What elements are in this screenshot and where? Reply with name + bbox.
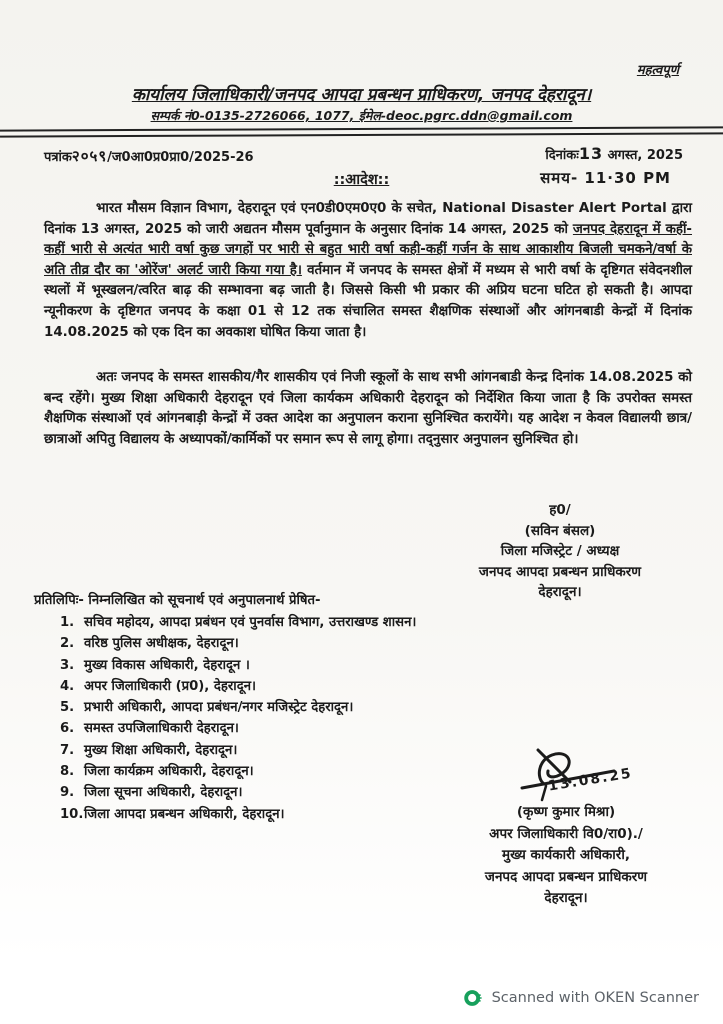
list-item xyxy=(34,633,474,654)
sig1-designation: जिला मजिस्ट्रेट / अध्यक्ष xyxy=(500,543,620,559)
copy-distribution-list xyxy=(34,590,474,825)
para2-text: अतः जनपद के समस्त शासकीय/गैर शासकीय एवं निजी स्कूलों के साथ सभी आंगनबाडी केन्द्र दिनांक 14.08.2025 को बन्द रहेंगे। मुख्य शिक्षा अधिकारी देहरादून एवं जिला कार्यकम अधिकारी देहरादून को निर्देशित किया जाता है कि उपरोक्त समस्त शैक्षणिक संस्थाओं एवं आंगनबाड़ी केन्द्रों में उक्त आदेश का अनुपालन कराना सुनिश्चित करायेंगे। यह आदेश न केवल विद्यालयी छात्र/छात्राओं अपितु विद्यालय के अध्यापकों/कार्मिकों पर समान रूप से लागू होगा। तद्नुसार अनुपालन सुनिश्चित हो। xyxy=(44,370,692,447)
letter-number-rest: /ज0आ0प्र0प्रा0/2025-26 xyxy=(107,150,254,165)
scanner-watermark xyxy=(457,984,705,1012)
letterhead-contact xyxy=(0,107,723,124)
sig1-place: देहरादून। xyxy=(538,584,582,600)
sig1-signed-mark: ह0/ xyxy=(549,502,571,518)
important-label: महत्वपूर्ण xyxy=(636,63,679,78)
letterhead-title xyxy=(0,82,723,105)
date-handwritten: 13 xyxy=(578,144,604,163)
oken-scanner-logo-icon xyxy=(463,988,483,1008)
order-paragraph-1 xyxy=(44,199,692,343)
sig2-place: देहरादून। xyxy=(544,890,588,906)
list-item xyxy=(34,740,474,761)
letter-number xyxy=(44,146,254,166)
handwritten-signature xyxy=(430,744,702,802)
para1-pre: भारत मौसम विज्ञान विभाग, देहरादून एवं एन0डी0एम0ए0 के सचेत, National Disaster Alert Portal द्वारा दिनांक 13 अगस्त, 2025 को जारी अद्यतन मौसम पूर्वानुमान के अनुसार दिनांक 14 अगस्त, 2025 को xyxy=(44,201,692,237)
letter-number-handwritten: २०५९ xyxy=(71,147,108,165)
sig2-authority: जनपद आपदा प्रबन्धन प्राधिकरण xyxy=(484,868,648,885)
time-handwritten: समय- 11·30 PM xyxy=(540,169,671,187)
list-item-number: 1. xyxy=(60,615,75,630)
list-item xyxy=(34,655,474,676)
list-item-number: 4. xyxy=(60,678,75,694)
list-item xyxy=(34,612,474,633)
sig2-designation-1: अपर जिलाधिकारी वि0/रा0)./ xyxy=(489,825,643,842)
para1-underlined: जनपद देहरादून में कहीं-कहीं भारी से अत्यंत भारी वर्षा कुछ जगहों पर भारी से बहुत भारी वर्षा कही-कहीं गर्जन के साथ आकाशीय बिजली चमकने/वर्षा के अति तीव्र दौर का 'ओरेंज' अलर्ट जारी किया गया है। xyxy=(44,221,692,278)
list-item xyxy=(34,804,474,825)
list-item-text: अपर जिलाधिकारी (प्र0), देहरादून। xyxy=(84,678,257,694)
list-item-text: मुख्य शिक्षा अधिकारी, देहरादून। xyxy=(84,742,238,758)
list-item xyxy=(34,676,474,697)
sig2-designation-2: मुख्य कार्यकारी अधिकारी, xyxy=(502,847,630,863)
double-rule-divider xyxy=(0,126,723,137)
list-item-number: 6. xyxy=(60,721,75,737)
list-item-number: 5. xyxy=(60,700,75,716)
list-item-number: 2. xyxy=(60,636,75,652)
list-item-text: वरिष्ठ पुलिस अधीक्षक, देहरादून। xyxy=(84,636,239,652)
letterhead-title-text: कार्यालय जिलाधिकारी/जनपद आपदा प्रबन्धन प्राधिकरण, जनपद देहरादून। xyxy=(131,85,592,105)
order-heading: ::आदेश:: xyxy=(333,172,390,188)
scanner-watermark-text: Scanned with OKEN Scanner xyxy=(491,990,699,1006)
sig2-name: (कृष्ण कुमार मिश्रा) xyxy=(516,804,616,820)
signature-block-dm xyxy=(420,500,700,603)
date-line xyxy=(545,144,683,163)
list-item-text: मुख्य विकास अधिकारी, देहरादून । xyxy=(84,657,250,673)
list-item xyxy=(34,718,474,739)
date-label: दिनांकः xyxy=(545,148,579,163)
sig1-name: (सविन बंसल) xyxy=(524,522,596,539)
list-item-text: प्रभारी अधिकारी, आपदा प्रबंधन/नगर मजिस्ट्रेट देहरादून। xyxy=(84,700,354,716)
list-item xyxy=(34,697,474,718)
sig1-authority: जनपद आपदा प्रबन्धन प्राधिकरण xyxy=(478,563,642,580)
list-item-text: जिला कार्यक्रम अधिकारी, देहरादून। xyxy=(84,764,254,780)
list-item-text: सचिव महोदय, आपदा प्रबंधन एवं पुनर्वास विभाग, उत्तराखण्ड शासन। xyxy=(84,615,417,630)
list-item-number: 3. xyxy=(60,657,75,673)
list-item xyxy=(34,761,474,782)
signature-block-adm xyxy=(430,744,702,910)
list-item xyxy=(34,782,474,803)
order-paragraph-2 xyxy=(44,368,692,450)
list-item-text: समस्त उपजिलाधिकारी देहरादून। xyxy=(84,721,239,737)
copy-list-heading: प्रतिलिपिः- निम्नलिखित को सूचनार्थ एवं अनुपालनार्थ प्रेषित- xyxy=(34,593,321,608)
list-item-number: 9. xyxy=(60,785,75,801)
list-item-text: जिला सूचना अधिकारी, देहरादून। xyxy=(84,785,243,801)
list-item-number: 8. xyxy=(60,764,75,780)
letter-number-label: पत्रांक xyxy=(44,150,72,165)
date-rest: अगस्त, 2025 xyxy=(603,148,683,163)
para1-post: वर्तमान में जनपद के समस्त क्षेत्रों में मध्यम से भारी वर्षा के दृष्टिगत संवेदनशील स्थलों में भूस्खलन/त्वरित बाढ़ की सम्भावना बढ़ जाती है। जिससे किसी भी प्रकार की अप्रिय घटना घटित हो सकती है। आपदा न्यूनीकरण के दृष्टिगत जनपद के कक्षा 01 से 12 तक संचालित समस्त शैक्षणिक संस्थाओं और आंगनबाडी केन्द्रों में दिनांक 14.08.2025 को एक दिन का अवकाश घोषित किया जाता है। xyxy=(44,262,692,340)
signature-date-handwritten: 13.08.25 xyxy=(547,765,634,795)
list-item-text: जिला आपदा प्रबन्धन अधिकारी, देहरादून। xyxy=(84,806,285,822)
list-item-number: 10. xyxy=(60,806,84,822)
letterhead-contact-text: सम्पर्क नं0-0135-2726066, 1077, ईमेल-deoc.pgrc.ddn@gmail.com xyxy=(150,108,573,123)
list-item-number: 7. xyxy=(60,742,75,758)
